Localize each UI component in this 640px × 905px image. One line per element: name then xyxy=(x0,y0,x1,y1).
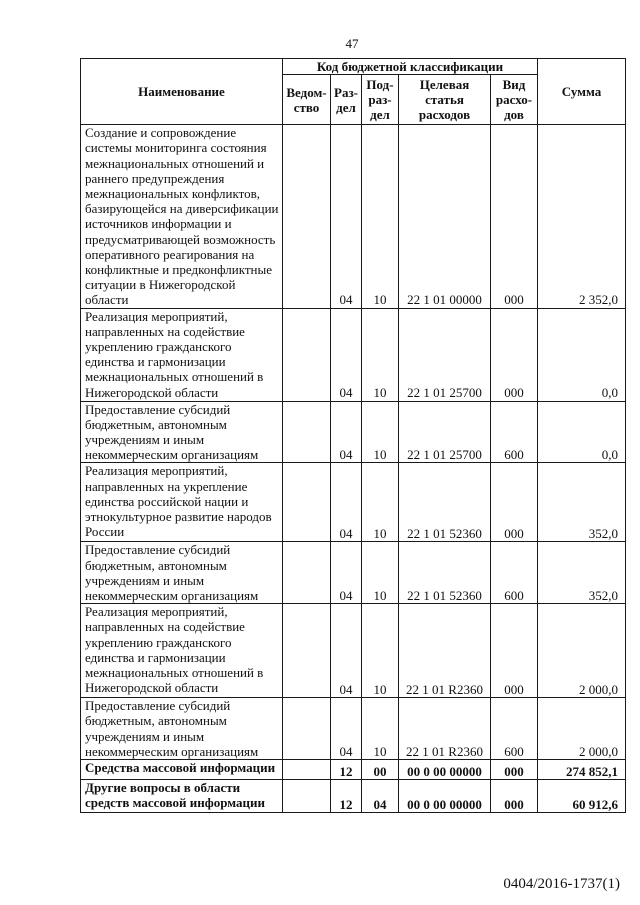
row-subsection: 10 xyxy=(362,401,399,463)
row-amount: 352,0 xyxy=(538,542,626,604)
table-row xyxy=(81,401,626,463)
row-department xyxy=(283,604,331,698)
row-amount: 2 000,0 xyxy=(538,698,626,760)
header-expense-type: Вид расхо- дов xyxy=(491,75,538,125)
row-section: 04 xyxy=(331,401,362,463)
row-amount: 352,0 xyxy=(538,463,626,542)
row-amount: 274 852,1 xyxy=(538,760,626,780)
row-target-article: 00 0 00 00000 xyxy=(399,780,491,813)
row-target-article: 22 1 01 52360 xyxy=(399,463,491,542)
document-code: 0404/2016-1737(1) xyxy=(503,876,620,892)
row-department xyxy=(283,308,331,401)
row-subsection: 10 xyxy=(362,125,399,308)
row-amount: 60 912,6 xyxy=(538,780,626,813)
row-name: Реализация мероприятий, направленных на содействие укреплению гражданского единства и гармонизации межнациональных отношений в Нижегородской области xyxy=(81,604,283,698)
header-department: Ведом- ство xyxy=(283,75,331,125)
row-expense-type: 000 xyxy=(491,780,538,813)
row-department xyxy=(283,125,331,308)
row-section: 12 xyxy=(331,780,362,813)
row-target-article: 22 1 01 R2360 xyxy=(399,698,491,760)
row-expense-type: 000 xyxy=(491,308,538,401)
row-expense-type: 600 xyxy=(491,698,538,760)
row-amount: 0,0 xyxy=(538,401,626,463)
row-name: Реализация мероприятий, направленных на содействие укреплению гражданского единства и гармонизации межнациональных отношений в Нижегородской области xyxy=(81,308,283,401)
table-row-section-total xyxy=(81,760,626,780)
row-section: 12 xyxy=(331,760,362,780)
row-amount: 2 000,0 xyxy=(538,604,626,698)
table-row xyxy=(81,604,626,698)
table-row-subsection-total xyxy=(81,780,626,813)
row-department xyxy=(283,760,331,780)
row-target-article: 00 0 00 00000 xyxy=(399,760,491,780)
row-department xyxy=(283,780,331,813)
row-expense-type: 600 xyxy=(491,542,538,604)
table-row xyxy=(81,308,626,401)
header-target-article: Целевая статья расходов xyxy=(399,75,491,125)
row-target-article: 22 1 01 25700 xyxy=(399,308,491,401)
row-name: Средства массовой информации xyxy=(81,760,283,780)
row-amount: 0,0 xyxy=(538,308,626,401)
page-number: 47 xyxy=(345,36,359,51)
row-target-article: 22 1 01 25700 xyxy=(399,401,491,463)
row-section: 04 xyxy=(331,125,362,308)
row-expense-type: 000 xyxy=(491,760,538,780)
row-department xyxy=(283,542,331,604)
row-section: 04 xyxy=(331,698,362,760)
table-row xyxy=(81,125,626,308)
row-section: 04 xyxy=(331,308,362,401)
header-name: Наименование xyxy=(81,59,283,125)
budget-classification-table xyxy=(80,58,626,813)
row-expense-type: 000 xyxy=(491,125,538,308)
row-target-article: 22 1 01 R2360 xyxy=(399,604,491,698)
row-name: Предоставление субсидий бюджетным, автономным учреждениям и иным некоммерческим организациям xyxy=(81,401,283,463)
row-name: Предоставление субсидий бюджетным, автономным учреждениям и иным некоммерческим организациям xyxy=(81,698,283,760)
row-section: 04 xyxy=(331,463,362,542)
row-target-article: 22 1 01 52360 xyxy=(399,542,491,604)
row-subsection: 10 xyxy=(362,463,399,542)
row-section: 04 xyxy=(331,542,362,604)
row-subsection: 10 xyxy=(362,542,399,604)
header-row xyxy=(81,59,626,75)
row-department xyxy=(283,698,331,760)
row-subsection: 10 xyxy=(362,604,399,698)
row-name: Предоставление субсидий бюджетным, автономным учреждениям и иным некоммерческим организациям xyxy=(81,542,283,604)
row-department xyxy=(283,463,331,542)
header-section: Раз- дел xyxy=(331,75,362,125)
row-subsection: 10 xyxy=(362,698,399,760)
table-row xyxy=(81,463,626,542)
row-name: Создание и сопровождение системы мониторинга состояния межнациональных отношений и раннего предупреждения межнациональных конфликтов, базирующейся на диверсификации источников информации и предусматривающей возможность оперативного реагирования на конфликтные и предконфликтные ситуации в Нижегородской области xyxy=(81,125,283,308)
header-budget-code: Код бюджетной классификации xyxy=(283,59,538,75)
row-expense-type: 000 xyxy=(491,463,538,542)
row-subsection: 00 xyxy=(362,760,399,780)
row-name: Реализация мероприятий, направленных на укрепление единства российской нации и этнокультурное развитие народов России xyxy=(81,463,283,542)
table-row xyxy=(81,542,626,604)
row-department xyxy=(283,401,331,463)
row-section: 04 xyxy=(331,604,362,698)
header-subsection: Под- раз- дел xyxy=(362,75,399,125)
row-subsection: 04 xyxy=(362,780,399,813)
table-header xyxy=(81,59,626,125)
row-expense-type: 000 xyxy=(491,604,538,698)
table-body xyxy=(81,125,626,813)
row-name: Другие вопросы в области средств массовой информации xyxy=(81,780,283,813)
row-target-article: 22 1 01 00000 xyxy=(399,125,491,308)
header-amount: Сумма xyxy=(538,59,626,125)
table-row xyxy=(81,698,626,760)
row-expense-type: 600 xyxy=(491,401,538,463)
row-subsection: 10 xyxy=(362,308,399,401)
row-amount: 2 352,0 xyxy=(538,125,626,308)
